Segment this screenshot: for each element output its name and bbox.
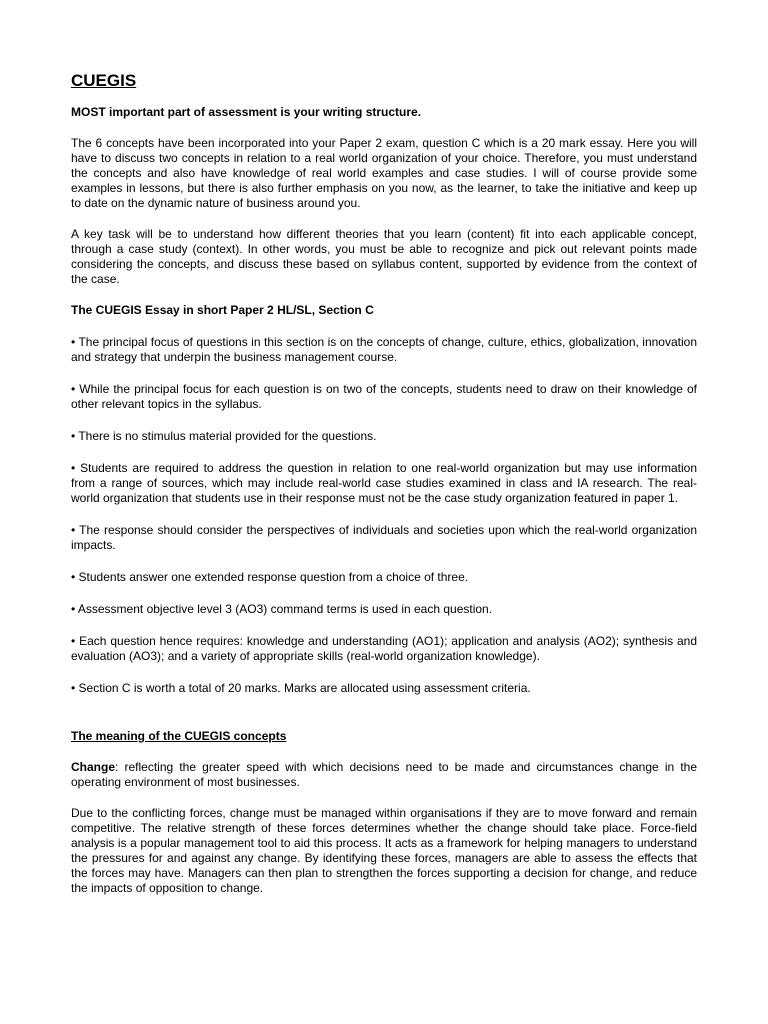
bullet-item: • The response should consider the perspectives of individuals and societies upon which the real-world organization impacts.	[71, 523, 697, 552]
intro-paragraph-2: A key task will be to understand how different theories that you learn (content) fit into each applicable concept, through a case study (context). In other words, you must be able to recognize and pick out relevant points made considering the concepts, and discuss these based on syllabus content, supported by evidence from the context of the case.	[71, 227, 697, 286]
bullet-item: • There is no stimulus material provided for the questions.	[71, 429, 377, 443]
document-subtitle: MOST important part of assessment is your writing structure.	[71, 105, 422, 119]
essay-heading: The CUEGIS Essay in short Paper 2 HL/SL, Section C	[71, 303, 374, 317]
change-paragraph: Due to the conflicting forces, change must be managed within organisations if they are to move forward and remain competitive. The relative strength of these forces determines whether the change should take place. Force-field analysis is a popular management tool to aid this process. It acts as a framework for helping managers to understand the pressures for and against any change. By identifying these forces, managers are able to assess the effects that the forces may have. Managers can then plan to strengthen the forces supporting a decision for change, and reduce the impacts of opposition to change.	[71, 806, 697, 895]
document-page	[71, 70, 697, 912]
change-definition: : reflecting the greater speed with which decisions need to be made and circumstances change in the operating environment of most businesses.	[71, 760, 697, 789]
bullet-item: • The principal focus of questions in this section is on the concepts of change, culture, ethics, globalization, innovation and strategy that underpin the business management course.	[71, 335, 697, 364]
change-definition-paragraph	[71, 760, 697, 790]
change-term: Change	[71, 760, 116, 774]
meaning-heading: The meaning of the CUEGIS concepts	[71, 729, 287, 743]
bullet-item: • Section C is worth a total of 20 marks. Marks are allocated using assessment criteria.	[71, 681, 531, 695]
document-title: CUEGIS	[71, 71, 137, 90]
bullet-item: • Each question hence requires: knowledge and understanding (AO1); application and analysis (AO2); synthesis and evaluation (AO3); and a variety of appropriate skills (real-world organization knowledge).	[71, 634, 697, 663]
bullet-item: • Students answer one extended response question from a choice of three.	[71, 570, 469, 584]
intro-paragraph-1: The 6 concepts have been incorporated into your Paper 2 exam, question C which is a 20 mark essay. Here you will have to discuss two concepts in relation to a real world organization of your choice. Therefore, you must understand the concepts and also have knowledge of real world examples and case studies. I will of course provide some examples in lessons, but there is also further emphasis on you now, as the learner, to take the initiative and keep up to date on the dynamic nature of business around you.	[71, 136, 697, 210]
bullet-item: • Assessment objective level 3 (AO3) command terms is used in each question.	[71, 602, 493, 616]
bullet-item: • While the principal focus for each question is on two of the concepts, students need to draw on their knowledge of other relevant topics in the syllabus.	[71, 382, 697, 411]
bullet-item: • Students are required to address the question in relation to one real-world organization but may use information from a range of sources, which may include real-world case studies examined in class and IA research. The real-world organization that students use in their response must not be the case study organization featured in paper 1.	[71, 461, 697, 505]
